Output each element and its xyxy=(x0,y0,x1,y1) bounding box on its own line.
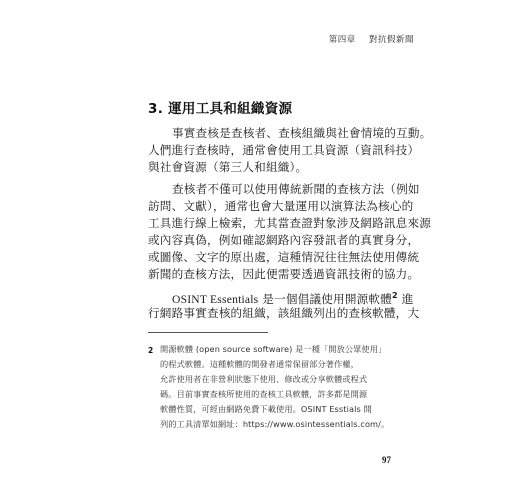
osint-text-end: 進 xyxy=(397,291,414,306)
body-line: 工具進行線上檢索，尤其當查證對象涉及網路訊息來源 xyxy=(148,216,432,230)
footnote-line: 的程式軟體。這種軟體的開發者通常保留部分著作權， xyxy=(160,359,359,369)
footnote-line: 開源軟體 (open source software) 是一種「開放公眾使用」 xyxy=(160,344,387,354)
body-line: 訪問、文獻），通常也會大量運用以演算法為核心的 xyxy=(148,199,414,213)
section-title: 3. 運用工具和組織資源 xyxy=(148,101,293,117)
page-number: 97 xyxy=(382,455,391,465)
footnote-line: 允許使用者在非營利狀態下使用、修改或分享軟體或程式 xyxy=(160,374,368,384)
body-line-osint xyxy=(148,288,414,306)
body-line: 行網路事實查核的組織，該組織列出的查核軟體，大 xyxy=(148,306,420,320)
running-header xyxy=(329,33,414,45)
footnote-mark: 2 xyxy=(148,346,154,355)
body-line: 或內容真偽，例如確認網路內容發訊者的真實身分， xyxy=(148,233,420,247)
chapter-title: 對抗假新聞 xyxy=(368,35,414,45)
osint-name: OSINT Essentials xyxy=(172,292,259,306)
footnote-line: 列的工具清單如網址：https://www.osintessentials.com/。 xyxy=(160,419,390,429)
chapter-label: 第四章 xyxy=(328,35,356,45)
footnote-line: 碼。目前事實查核所使用的查核工具軟體，許多都是開源 xyxy=(160,389,368,399)
body-line: 查核者不僅可以使用傳統新聞的查核方法（例如 xyxy=(172,182,420,196)
osint-text: 是一個倡議使用開源軟體 xyxy=(258,291,393,306)
body-line: 新聞的查核方法，因此便需要透過資訊技術的協力。 xyxy=(148,267,420,281)
footnote-divider xyxy=(148,332,268,333)
body-line: 事實查核是查核者、查核組織與社會情境的互動。 xyxy=(172,126,432,140)
footnote-reference[interactable]: 2 xyxy=(392,291,398,300)
footnote-line: 軟體性質，可經由網路免費下載使用。OSINT Esstials 開 xyxy=(160,404,372,414)
body-line: 與社會資源（第三人和組織）。 xyxy=(148,160,308,174)
body-line: 人們進行查核時，通常會使用工具資源（資訊科技） xyxy=(148,143,420,157)
body-line: 或圖像、文字的原出處，這種情況往往無法使用傳統 xyxy=(148,250,420,264)
